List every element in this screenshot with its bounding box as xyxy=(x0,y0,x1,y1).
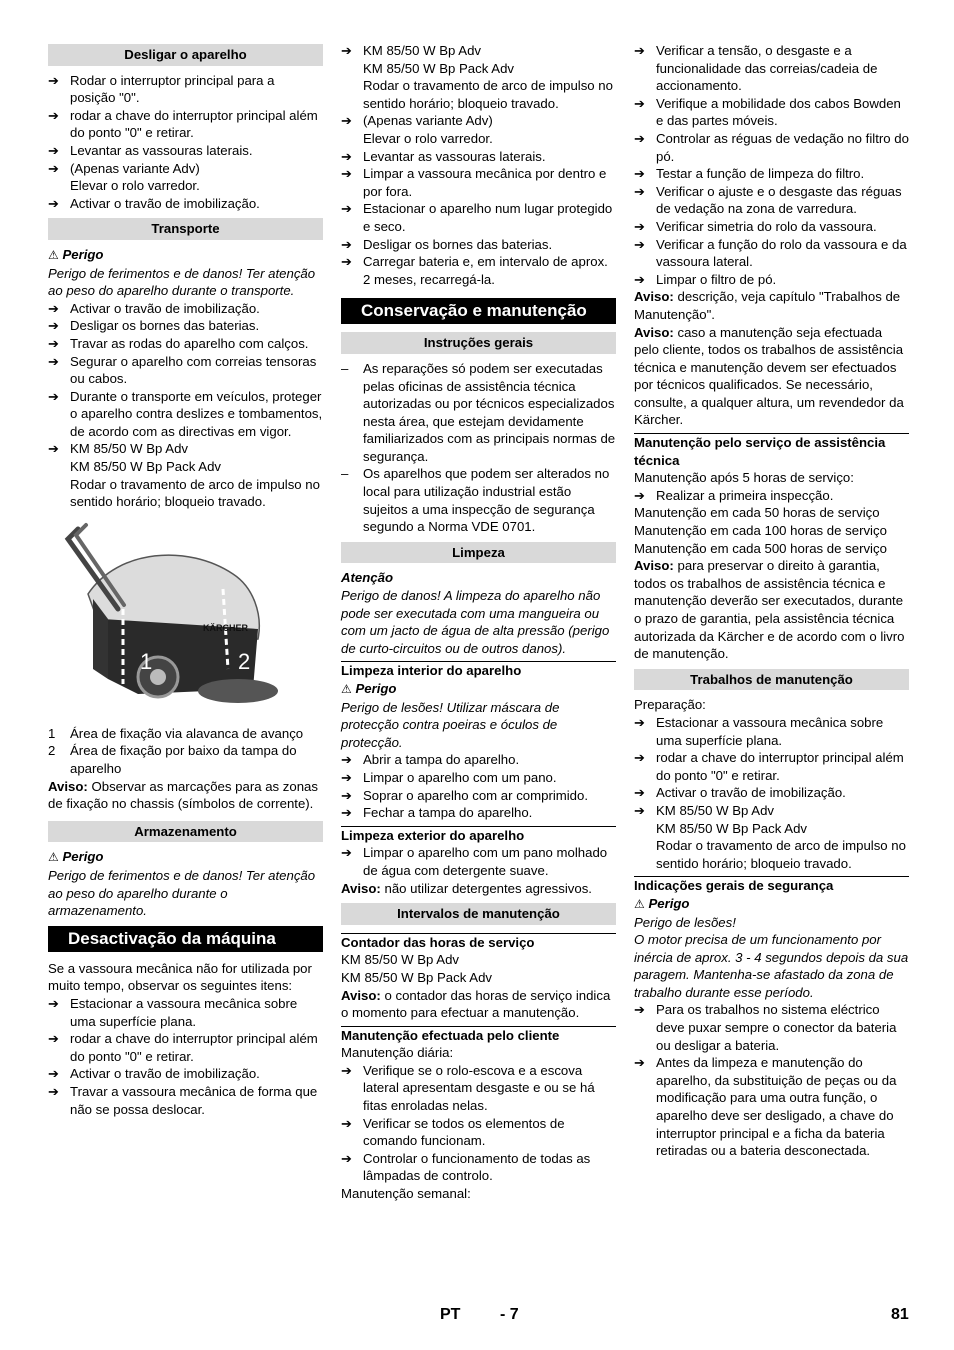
arrow-right-icon: ➔ xyxy=(634,802,646,818)
list-item-text: Estacionar a vassoura mecânica sobre uma superfície plana. xyxy=(70,995,298,1029)
arrow-right-icon: ➔ xyxy=(48,388,60,404)
list-item xyxy=(48,300,323,318)
list-limpeza-interior xyxy=(341,751,616,821)
list-item-text: Verificar o ajuste e o desgaste das réguas de vedação na zona de varredura. xyxy=(656,183,902,217)
list-item-text: Verificar simetria do rolo da vassoura. xyxy=(656,218,877,234)
list-item xyxy=(48,72,323,107)
list-item xyxy=(48,1083,323,1118)
heading-desligar: Desligar o aparelho xyxy=(48,44,323,66)
list-item xyxy=(634,236,909,271)
manut-50h: Manutenção em cada 50 horas de serviço xyxy=(634,505,880,521)
list-item-text: (Apenas variante Adv) xyxy=(70,160,200,176)
list-item xyxy=(341,465,616,535)
legend-number: 1 xyxy=(48,725,56,741)
warning-triangle-icon: ⚠ xyxy=(48,850,59,865)
legend-item xyxy=(48,725,323,743)
arrow-right-icon: ➔ xyxy=(341,752,353,768)
list-item: ➔ Realizar a primeira inspecção. xyxy=(634,487,834,503)
model-2: KM 85/50 W Bp Pack Adv xyxy=(656,820,807,836)
list-item xyxy=(634,130,909,165)
list-item-text: Verifique se o rolo-escova e a escova lateral apresentam desgaste e ou se há fitas enroladas nelas. xyxy=(363,1062,595,1114)
arrow-right-icon: ➔ xyxy=(48,300,60,316)
list-item xyxy=(48,995,323,1030)
arrow-right-icon: ➔ xyxy=(341,236,353,252)
manut-diaria: Manutenção diária: xyxy=(341,1045,454,1061)
list-item xyxy=(341,804,616,822)
warning-triangle-icon: ⚠ xyxy=(48,247,59,262)
list-item xyxy=(48,1065,323,1083)
manut-100h: Manutenção em cada 100 horas de serviço xyxy=(634,523,887,539)
footer-lang: PT xyxy=(440,1306,461,1323)
arrow-right-icon: ➔ xyxy=(634,43,646,58)
list-item xyxy=(634,183,909,218)
list-item-text: KM 85/50 W Bp Adv xyxy=(70,441,189,457)
list-item xyxy=(341,165,616,200)
list-item-text: Activar o travão de imobilização. xyxy=(70,300,260,316)
perigo-label: ⚠ Perigo xyxy=(341,681,397,696)
heading-contador: Contador das horas de serviço xyxy=(341,934,535,950)
arrow-right-icon: ➔ xyxy=(48,318,60,334)
list-desactivacao-cont xyxy=(341,148,616,289)
atencao-label: Atenção xyxy=(341,570,394,586)
perigo-label: ⚠ Perigo xyxy=(48,246,104,262)
arrow-right-icon: ➔ xyxy=(48,1083,60,1099)
figure-number-2: 2 xyxy=(238,648,251,674)
list-item xyxy=(634,1001,909,1054)
legend-text: Área de fixação por baixo da tampa do aparelho xyxy=(70,743,297,777)
heading-manut-cliente: Manutenção efectuada pelo cliente xyxy=(341,1027,560,1043)
list-item-text: rodar a chave do interruptor principal além do ponto "0" e retirar. xyxy=(70,1031,318,1064)
list-item-text: Para os trabalhos no sistema eléctrico deve puxar sempre o conector da bateria ou desligar a bateria. xyxy=(656,1002,897,1053)
list-item xyxy=(341,1115,616,1150)
list-item-text: KM 85/50 W Bp Adv xyxy=(656,802,775,818)
list-item: ➔ (Apenas variante Adv) xyxy=(341,113,493,129)
arrow-right-icon: ➔ xyxy=(48,353,60,369)
list-item-text: Verifique a mobilidade dos cabos Bowden e das partes móveis. xyxy=(656,95,901,129)
list-item-text: Antes da limpeza e manutenção do aparelho, da substituição de peças ou da modificação para uma outra função, o aparelho deve ser desligado, a chave do interruptor principal e a ficha da bateria retiradas ou a bateria desconectada. xyxy=(656,1055,897,1159)
list-item-text: Estacionar a vassoura mecânica sobre uma superfície plana. xyxy=(656,714,884,748)
arrow-right-icon: ➔ xyxy=(48,1031,60,1047)
list-desactivacao xyxy=(48,995,323,1118)
arrow-right-icon: ➔ xyxy=(634,750,646,766)
list-item-text: Limpar o aparelho com um pano molhado de água com detergente suave. xyxy=(363,845,608,878)
list-transporte xyxy=(48,300,323,458)
heading-instrucoes: Instruções gerais xyxy=(341,332,616,354)
model-a: KM 85/50 W Bp Adv xyxy=(341,952,460,968)
manut-500h: Manutenção em cada 500 horas de serviço xyxy=(634,540,887,556)
list-item-text: Segurar o aparelho com correias tensoras ou cabos. xyxy=(70,353,317,387)
aviso-descricao: Aviso: descrição, veja capítulo "Trabalhos de Manutenção". xyxy=(634,289,901,322)
perigo-label: ⚠ Perigo xyxy=(48,849,104,865)
list-item xyxy=(634,218,909,236)
elevar-text: Elevar o rolo varredor. xyxy=(363,130,493,146)
list-item-text: Controlar o funcionamento de todas as lâmpadas de controlo. xyxy=(363,1150,591,1184)
list-item xyxy=(341,844,616,879)
list-item-text: Travar as rodas do aparelho com calços. xyxy=(70,335,309,351)
arrow-right-icon: ➔ xyxy=(634,271,646,287)
manut-5h: Manutenção após 5 horas de serviço: xyxy=(634,470,854,486)
list-item-text: Abrir a tampa do aparelho. xyxy=(363,752,520,768)
list-item xyxy=(634,165,909,183)
heading-manut-servico: Manutenção pelo serviço de assistência técnica xyxy=(634,435,886,468)
list-manut-diaria xyxy=(341,1062,616,1185)
aviso-detergentes: Aviso: não utilizar detergentes agressivos. xyxy=(341,880,592,896)
arrow-right-icon: ➔ xyxy=(634,218,646,234)
list-item xyxy=(341,787,616,805)
dash-bullet: – xyxy=(341,360,349,376)
arrow-right-icon: ➔ xyxy=(341,805,353,821)
transport-warning: Perigo de ferimentos e de danos! Ter atenção ao peso do aparelho durante o transporte. xyxy=(48,265,316,299)
arrow-right-icon: ➔ xyxy=(634,785,646,801)
list-item-text: Levantar as vassouras laterais. xyxy=(70,142,253,158)
arrow-right-icon: ➔ xyxy=(48,335,60,351)
list-item xyxy=(341,1062,616,1115)
list-item xyxy=(48,107,323,142)
warning-triangle-icon: ⚠ xyxy=(634,896,645,911)
list-item: ➔ Activar o travão de imobilização. xyxy=(48,195,260,211)
desligar-cont: Elevar o rolo varredor. xyxy=(70,178,200,194)
heading-transporte: Transporte xyxy=(48,218,323,240)
arrow-right-icon: ➔ xyxy=(48,160,60,176)
list-item-text: Limpar a vassoura mecânica por dentro e por fora. xyxy=(363,166,607,199)
list-item xyxy=(48,317,323,335)
sweeper-illustration xyxy=(48,519,288,719)
arrow-right-icon: ➔ xyxy=(634,487,646,503)
list-limpeza-exterior xyxy=(341,844,616,879)
list-item xyxy=(634,714,909,749)
list-item xyxy=(48,353,323,388)
legend-item xyxy=(48,742,323,777)
list-item xyxy=(341,200,616,235)
list-item-text: Estacionar o aparelho num lugar protegido e seco. xyxy=(363,201,613,234)
list-preparacao xyxy=(634,714,909,820)
aviso-garantia: Aviso: para preservar o direito à garantia, todos os trabalhos de assistência técnica e manutenção deverão ser executados, durante o prazo de garantia, pela assistência técnica autorizada da Kärcher e de acordo com o livro de manutenção. xyxy=(634,558,905,662)
list-item-text: Rodar o interruptor principal para a posição "0". xyxy=(70,72,275,106)
manut-semanal: Manutenção semanal: xyxy=(341,1186,471,1202)
list-item xyxy=(634,42,909,95)
heading-conservacao: Conservação e manutenção xyxy=(341,298,616,324)
list-item xyxy=(341,253,616,288)
arrow-right-icon: ➔ xyxy=(48,1066,60,1082)
list-item xyxy=(341,769,616,787)
desact-intro: Se a vassoura mecânica não for utilizada por muito tempo, observar os seguintes itens: xyxy=(48,960,312,994)
model-2: KM 85/50 W Bp Pack Adv xyxy=(70,459,221,475)
arrow-right-icon: ➔ xyxy=(48,995,60,1011)
footer-page: - 7 xyxy=(500,1306,519,1323)
list-item-text: Desligar os bornes das baterias. xyxy=(70,318,260,334)
legend-number: 2 xyxy=(48,743,56,759)
list-item-text: Verificar a função do rolo da vassoura e da vassoura lateral. xyxy=(656,236,907,270)
figure-number-1: 1 xyxy=(140,648,153,674)
arrow-right-icon: ➔ xyxy=(634,95,646,111)
list-item xyxy=(341,1150,616,1185)
armaz-warning: Perigo de ferimentos e de danos! Ter atenção ao peso do aparelho durante o armazenamento. xyxy=(48,868,316,919)
list-item xyxy=(634,749,909,784)
heading-limpeza-exterior: Limpeza exterior do aparelho xyxy=(341,827,525,843)
preparacao: Preparação: xyxy=(634,697,706,713)
limp-int-warning: Perigo de lesões! Utilizar máscara de protecção contra poeiras e óculos de protecção. xyxy=(341,699,560,750)
sweeper-figure xyxy=(48,519,323,719)
list-item-text: Os aparelhos que podem ser alterados no local para utilização industrial estão sujeitos a uma inspecção de segurança segundo a Norma VDE 0701. xyxy=(363,466,610,535)
list-item xyxy=(48,160,323,178)
arrow-right-icon: ➔ xyxy=(634,714,646,730)
heading-seguranca: Indicações gerais de segurança xyxy=(634,878,834,894)
list-item-text: Activar o travão de imobilização. xyxy=(656,785,846,801)
arrow-right-icon: ➔ xyxy=(341,113,353,129)
list-desligar xyxy=(48,72,323,178)
arrow-right-icon: ➔ xyxy=(634,183,646,199)
list-item-text: Fechar a tampa do aparelho. xyxy=(363,805,533,821)
aviso-marcacoes: Aviso: Observar as marcações para as zonas de fixação no chassis (símbolos de corrente). xyxy=(48,778,318,812)
list-item: ➔ KM 85/50 W Bp Adv xyxy=(341,43,482,58)
arrow-right-icon: ➔ xyxy=(48,195,60,211)
arrow-right-icon: ➔ xyxy=(634,166,646,182)
list-item xyxy=(634,1054,909,1160)
atencao-text: Perigo de danos! A limpeza do aparelho não pode ser executada com uma mangueira ou com um jacto de água de alta pressão (perigo de curto-circuitos ou de outros danos). xyxy=(341,588,610,656)
list-item-text: Travar a vassoura mecânica de forma que não se possa deslocar. xyxy=(70,1083,318,1117)
list-seguranca xyxy=(634,1001,909,1159)
list-item-text: Verificar a tensão, o desgaste e a funcionalidade das correias/cadeia de accionamento. xyxy=(656,43,878,94)
heading-intervalos: Intervalos de manutenção xyxy=(341,903,616,925)
list-item-text: Controlar as réguas de vedação no filtro do pó. xyxy=(656,130,909,164)
rodar-text: Rodar o travamento de arco de impulso no sentido horário; bloqueio travado. xyxy=(656,838,906,871)
heading-limpeza: Limpeza xyxy=(341,542,616,564)
arrow-right-icon: ➔ xyxy=(341,201,353,217)
list-item-text: Carregar bateria e, em intervalo de aprox. 2 meses, recarregá-la. xyxy=(363,254,608,287)
figure-legend xyxy=(48,725,323,778)
list-item-text: Limpar o aparelho com um pano. xyxy=(363,769,557,785)
list-item xyxy=(341,148,616,166)
arrow-right-icon: ➔ xyxy=(341,254,353,270)
column-3 xyxy=(634,42,909,1160)
aviso-contador: Aviso: o contador das horas de serviço indica o momento para efectuar a manutenção. xyxy=(341,987,611,1021)
list-item xyxy=(341,236,616,254)
heading-armazenamento: Armazenamento xyxy=(48,821,323,843)
arrow-right-icon: ➔ xyxy=(634,236,646,252)
arrow-right-icon: ➔ xyxy=(341,43,353,58)
heading-desactivacao: Desactivação da máquina xyxy=(48,926,323,952)
column-2 xyxy=(341,42,616,1203)
list-item-text: rodar a chave do interruptor principal além do ponto "0" e retirar. xyxy=(656,750,904,783)
list-item xyxy=(48,1030,323,1065)
list-instrucoes xyxy=(341,360,616,536)
list-item-text: Activar o travão de imobilização. xyxy=(70,1066,260,1082)
footer-page-number: 81 xyxy=(891,1306,909,1323)
list-item xyxy=(341,360,616,466)
arrow-right-icon: ➔ xyxy=(341,1150,353,1166)
list-item xyxy=(634,95,909,130)
perigo-label: ⚠ Perigo xyxy=(634,895,690,911)
arrow-right-icon: ➔ xyxy=(341,787,353,803)
list-item-text: rodar a chave do interruptor principal além do ponto "0" e retirar. xyxy=(70,107,318,141)
list-item-text: Testar a função de limpeza do filtro. xyxy=(656,166,865,182)
arrow-right-icon: ➔ xyxy=(341,769,353,785)
list-item xyxy=(634,802,909,820)
arrow-right-icon: ➔ xyxy=(634,1055,646,1071)
list-item xyxy=(48,142,323,160)
list-item xyxy=(341,751,616,769)
arrow-right-icon: ➔ xyxy=(341,1062,353,1078)
arrow-right-icon: ➔ xyxy=(48,441,60,457)
list-item-text: Verificar se todos os elementos de comando funcionam. xyxy=(363,1115,565,1149)
list-item-text: Durante o transporte em veículos, proteger o aparelho contra deslizes e tombamentos, de acordo com as directivas em vigor. xyxy=(70,388,323,439)
arrow-right-icon: ➔ xyxy=(48,72,60,88)
list-item-text: Desligar os bornes das baterias. xyxy=(363,236,553,252)
aviso-cliente: Aviso: caso a manutenção seja efectuada pelo cliente, todos os trabalhos de assistência técnica e manutenção devem ser efectuados por técnicos qualificados. Se necessário, consulte, a qualquer altura, um revendedor da Kärcher. xyxy=(634,324,904,428)
list-item xyxy=(48,440,323,458)
list-item-text: Levantar as vassouras laterais. xyxy=(363,148,546,164)
heading-trabalhos: Trabalhos de manutenção xyxy=(634,669,909,691)
rodar-text: Rodar o travamento de arco de impulso no sentido horário; bloqueio travado. xyxy=(363,78,613,111)
column-1 xyxy=(48,42,323,1118)
arrow-right-icon: ➔ xyxy=(48,107,60,123)
list-item-text: As reparações só podem ser executadas pelas oficinas de assistência técnica autorizadas ou por técnicos especializados nesta área, que estejam devidamente familiarizados com as principais normas de segurança. xyxy=(363,360,616,464)
arrow-right-icon: ➔ xyxy=(634,130,646,146)
model-b: KM 85/50 W Bp Pack Adv xyxy=(363,60,514,76)
arrow-right-icon: ➔ xyxy=(634,1002,646,1018)
arrow-right-icon: ➔ xyxy=(341,166,353,182)
arrow-right-icon: ➔ xyxy=(341,1115,353,1131)
list-item xyxy=(48,388,323,441)
rodar-text: Rodar o travamento de arco de impulso no sentido horário; bloqueio travado. xyxy=(70,476,320,510)
arrow-right-icon: ➔ xyxy=(341,148,353,164)
legend-text: Área de fixação via alavanca de avanço xyxy=(70,725,304,741)
warning-triangle-icon: ⚠ xyxy=(341,682,352,696)
dash-bullet: – xyxy=(341,466,349,482)
list-item-text: Limpar o filtro de pó. xyxy=(656,271,777,287)
heading-limpeza-interior: Limpeza interior do aparelho xyxy=(341,663,522,679)
arrow-right-icon: ➔ xyxy=(48,142,60,158)
brand-label: KÄRCHER xyxy=(203,622,248,633)
arrow-right-icon: ➔ xyxy=(341,845,353,861)
list-item-text: Soprar o aparelho com ar comprimido. xyxy=(363,787,589,803)
model-b: KM 85/50 W Bp Pack Adv xyxy=(341,969,492,985)
list-manut-semanal xyxy=(634,42,909,288)
list-item xyxy=(48,335,323,353)
list-item xyxy=(634,271,909,289)
list-item xyxy=(634,784,909,802)
seg-warning: Perigo de lesões! O motor precisa de um funcionamento por inércia de aprox. 3 - 4 segundos depois da sua paragem. Mantenha-se afastado da zona de trabalho durante esse período. xyxy=(634,914,909,1000)
